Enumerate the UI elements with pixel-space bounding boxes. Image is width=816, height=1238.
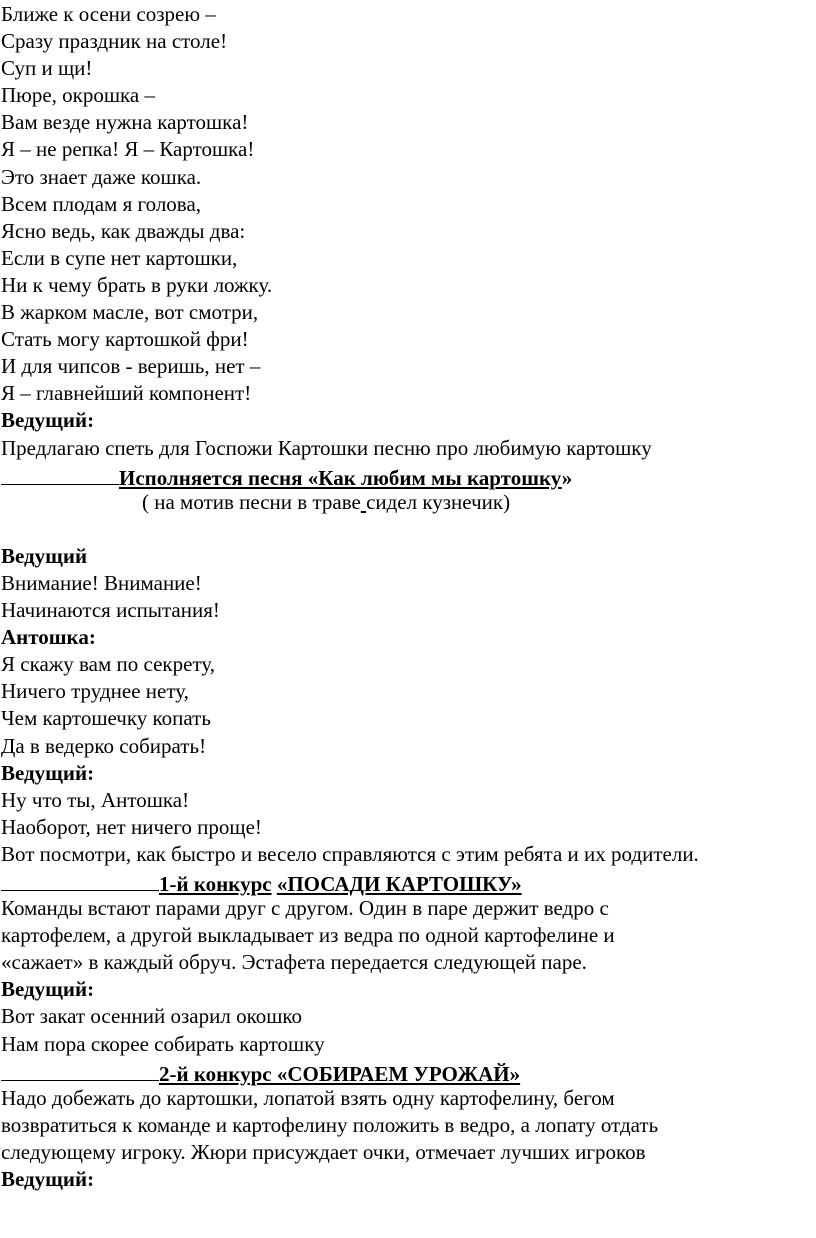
contest-1-description: «сажает» в каждый обруч. Эстафета передается следующей паре. [1, 950, 587, 975]
contest-1-title: «ПОСАДИ КАРТОШКУ» [276, 872, 522, 896]
antoshka-line: Да в ведерко собирать! [1, 733, 207, 758]
song-note-text: ( на мотив песни в траве [142, 489, 361, 514]
poem-line: Пюре, окрошка – [1, 83, 156, 108]
host-line: Вот закат осенний озарил окошко [1, 1004, 303, 1029]
antoshka-line: Ничего труднее нету, [1, 679, 189, 704]
poem-line: Ни к чему брать в руки ложку. [1, 272, 273, 297]
poem-line: Вам везде нужна картошка! [1, 110, 249, 135]
speaker-label-host: Ведущий: [1, 1167, 95, 1192]
poem-line: Я – не репка! Я – Картошка! [1, 137, 255, 162]
poem-line: Это знает даже кошка. [1, 164, 202, 189]
poem-line: И для чипсов - веришь, нет – [1, 354, 261, 379]
speaker-label-antoshka: Антошка: [1, 625, 96, 650]
poem-line: В жарком масле, вот смотри, [1, 300, 259, 325]
poem-line: Если в супе нет картошки, [1, 245, 238, 270]
antoshka-line: Чем картошечку копать [1, 706, 211, 731]
contest-2-description: Надо добежать до картошки, лопатой взять одну картофелину, бегом [1, 1085, 615, 1110]
speaker-label-host: Ведущий [1, 543, 88, 568]
contest-2-heading [1, 1058, 816, 1085]
leading-underline [1, 868, 159, 891]
song-note-text-end: сидел кузнечик) [366, 489, 511, 514]
song-heading-close-quote: » [561, 465, 573, 490]
poem-line: Суп и щи! [1, 56, 93, 81]
poem-line: Всем плодам я голова, [1, 191, 202, 216]
speaker-label-host: Ведущий: [1, 977, 95, 1002]
contest-1-number: 1-й конкурс [159, 872, 272, 896]
poem-line: Ближе к осени созрею – [1, 2, 216, 26]
contest-1-heading [1, 868, 816, 895]
poem-line: Сразу праздник на столе! [1, 29, 228, 54]
contest-2-description: возвратиться к команде и картофелину положить в ведро, а лопату отдать [1, 1112, 659, 1137]
contest-2-description: следующему игроку. Жюри присуждает очки, отмечает лучших игроков [1, 1139, 646, 1164]
song-heading-text: Исполняется песня «Как любим мы картошку [119, 465, 562, 490]
speaker-label-host: Ведущий: [1, 760, 95, 785]
blank-line [1, 516, 816, 543]
host-line: Внимание! Внимание! [1, 570, 202, 595]
song-heading [1, 462, 816, 489]
antoshka-line: Я скажу вам по секрету, [1, 652, 215, 677]
contest-2-title: 2-й конкурс «СОБИРАЕМ УРОЖАЙ» [159, 1061, 521, 1086]
song-note [1, 489, 816, 516]
poem-block [1, 1, 816, 407]
host-line: Вот посмотри, как быстро и весело справляются с этим ребята и их родители. [1, 841, 699, 866]
speaker-label-host: Ведущий: [1, 408, 95, 433]
host-line: Нам пора скорее собирать картошку [1, 1031, 325, 1056]
contest-1-description: картофелем, а другой выкладывает из ведра по одной картофелине и [1, 923, 615, 948]
leading-underline [1, 462, 119, 485]
contest-1-description: Команды встают парами друг с другом. Один в паре держит ведро с [1, 896, 609, 921]
poem-line: Ясно ведь, как дважды два: [1, 218, 246, 243]
host-line: Ну что ты, Антошка! [1, 787, 190, 812]
leading-underline [1, 1058, 159, 1081]
poem-line: Стать могу картошкой фри! [1, 327, 249, 352]
host-line: Предлагаю спеть для Госпожи Картошки песню про любимую картошку [1, 435, 652, 460]
host-line: Начинаются испытания! [1, 598, 220, 623]
host-line: Наоборот, нет ничего проще! [1, 814, 262, 839]
poem-line: Я – главнейший компонент! [1, 381, 252, 406]
